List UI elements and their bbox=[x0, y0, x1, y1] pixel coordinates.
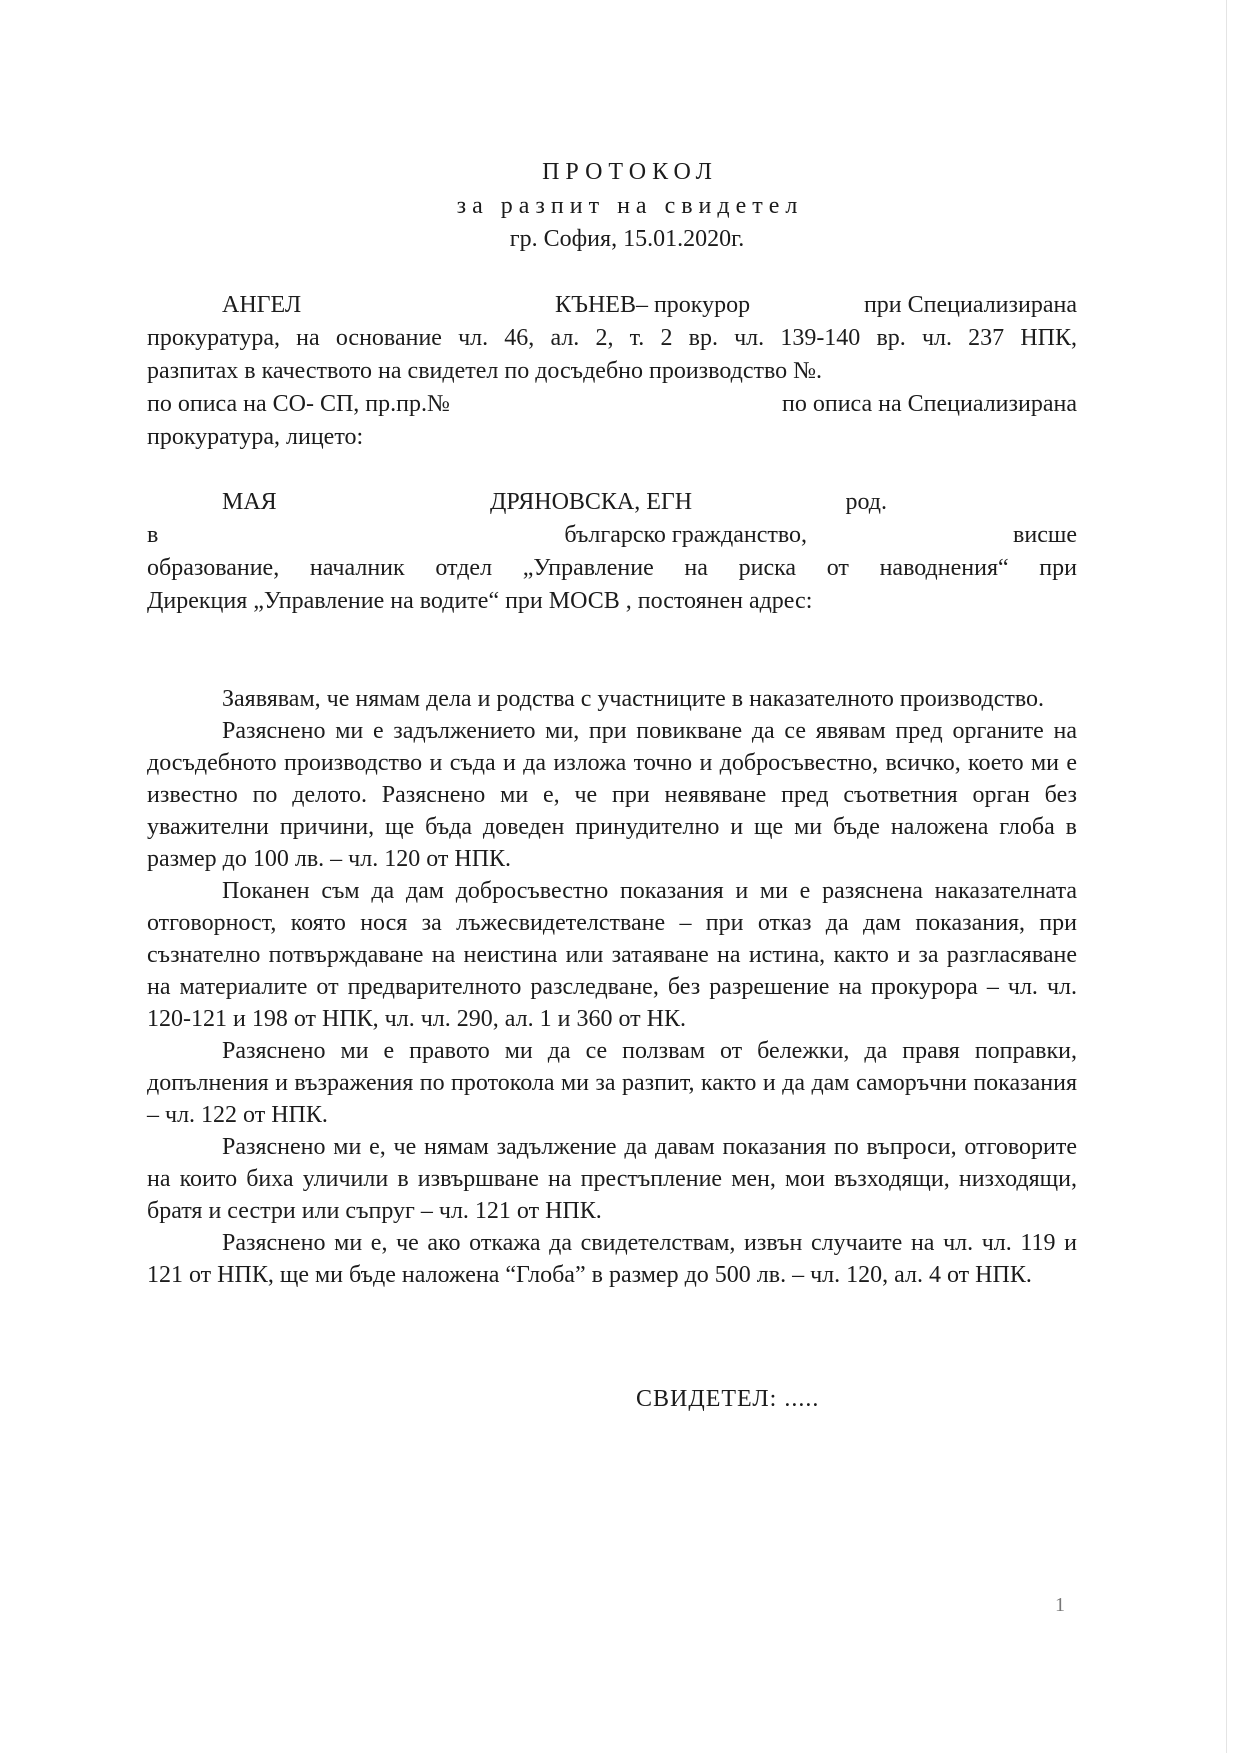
witness-born: род. bbox=[845, 489, 887, 515]
intro-paragraph bbox=[147, 289, 1077, 454]
witness-line-2 bbox=[147, 519, 1077, 552]
declaration-paragraph-5: Разяснено ми е, че нямам задължение да давам показания по въпроси, отговорите на които биха уличили в извършване на престъпление мен, мои възходящи, низходящи, братя и сестри или съпруг – чл. 121 от НПК. bbox=[147, 1134, 1077, 1224]
intro-line-2: прокуратура, на основание чл. 46, ал. 2, т. 2 вр. чл. 139-140 вр. чл. 237 НПК, bbox=[147, 325, 1077, 351]
witness-surname-egn: ДРЯНОВСКА, ЕГН bbox=[490, 489, 693, 515]
declaration-paragraph-6: Разяснено ми е, че ако откажа да свидетелствам, извън случаите на чл. чл. 119 и 121 от НПК, ще ми бъде наложена “Глоба” в размер до 500 лв. – чл. 120, ал. 4 от НПК. bbox=[147, 1230, 1077, 1288]
witness-birthplace-prefix: в bbox=[147, 522, 159, 548]
intro-line-4-end: по описа на Специализирана bbox=[782, 391, 1077, 417]
intro-line-1-end: при Специализирана bbox=[863, 292, 1077, 318]
witness-education: висше bbox=[1013, 522, 1077, 548]
intro-line-4 bbox=[147, 388, 1077, 421]
page-edge-line bbox=[1226, 0, 1227, 1753]
page-number: 1 bbox=[1055, 1594, 1065, 1616]
intro-line-1 bbox=[147, 289, 1077, 322]
witness-line-1 bbox=[147, 486, 1077, 519]
declarations-section bbox=[147, 683, 1077, 1291]
document-title: ПРОТОКОЛ bbox=[542, 159, 718, 185]
witness-line-4: Дирекция „Управление на водите“ при МОСВ , постоянен адрес: bbox=[147, 588, 813, 614]
intro-line-5: прокуратура, лицето: bbox=[147, 424, 364, 450]
document-subtitle: за разпит на свидетел bbox=[456, 193, 804, 219]
witness-signature-line: СВИДЕТЕЛ: ..... bbox=[636, 1386, 820, 1412]
declaration-paragraph-4: Разяснено ми е правото ми да се ползвам от бележки, да правя поправки, допълнения и възражения по протокола ми за разпит, както и да дам саморъчни показания – чл. 122 от НПК. bbox=[147, 1038, 1077, 1128]
declaration-paragraph-3: Поканен съм да дам добросъвестно показания и ми е разяснена наказателната отговорност, която нося за лъжесвидетелстване – при отказ да дам показания, при съзнателно потвърждаване на неистина или затаяване на истина, както и за разгласяване на материалите от предварителното разследване, без разрешение на прокурора – чл. чл. 120-121 и 198 от НПК, чл. чл. 290, ал. 1 и 360 от НК. bbox=[147, 878, 1077, 1032]
witness-line-3: образование, началник отдел „Управление на риска от наводнения“ при bbox=[147, 555, 1077, 581]
witness-citizenship: българско гражданство, bbox=[564, 522, 808, 548]
intro-line-3: разпитах в качеството на свидетел по досъдебно производство №. bbox=[147, 358, 823, 384]
witness-paragraph bbox=[147, 486, 1077, 618]
prosecutor-first-name: АНГЕЛ bbox=[222, 292, 302, 318]
declaration-paragraph-2: Разяснено ми е задължението ми, при повикване да се явявам пред органите на досъдебното производство и съда и да изложа точно и добросъвестно, всичко, което ми е известно по делото. Разяснено ми е, че при неявяване пред съответния орган без уважителни причини, ще бъда доведен принудително и ще ми бъде наложена глоба в размер до 100 лв. – чл. 120 от НПК. bbox=[147, 718, 1077, 872]
witness-first-name: МАЯ bbox=[222, 489, 277, 515]
prosecutor-surname: КЪНЕВ– прокурор bbox=[555, 292, 751, 318]
declaration-paragraph-1: Заявявам, че нямам дела и родства с участниците в наказателното производство. bbox=[222, 686, 1045, 712]
intro-line-4-start: по описа на СО- СП, пр.пр.№ bbox=[147, 391, 450, 417]
place-and-date: гр. София, 15.01.2020г. bbox=[509, 226, 745, 252]
